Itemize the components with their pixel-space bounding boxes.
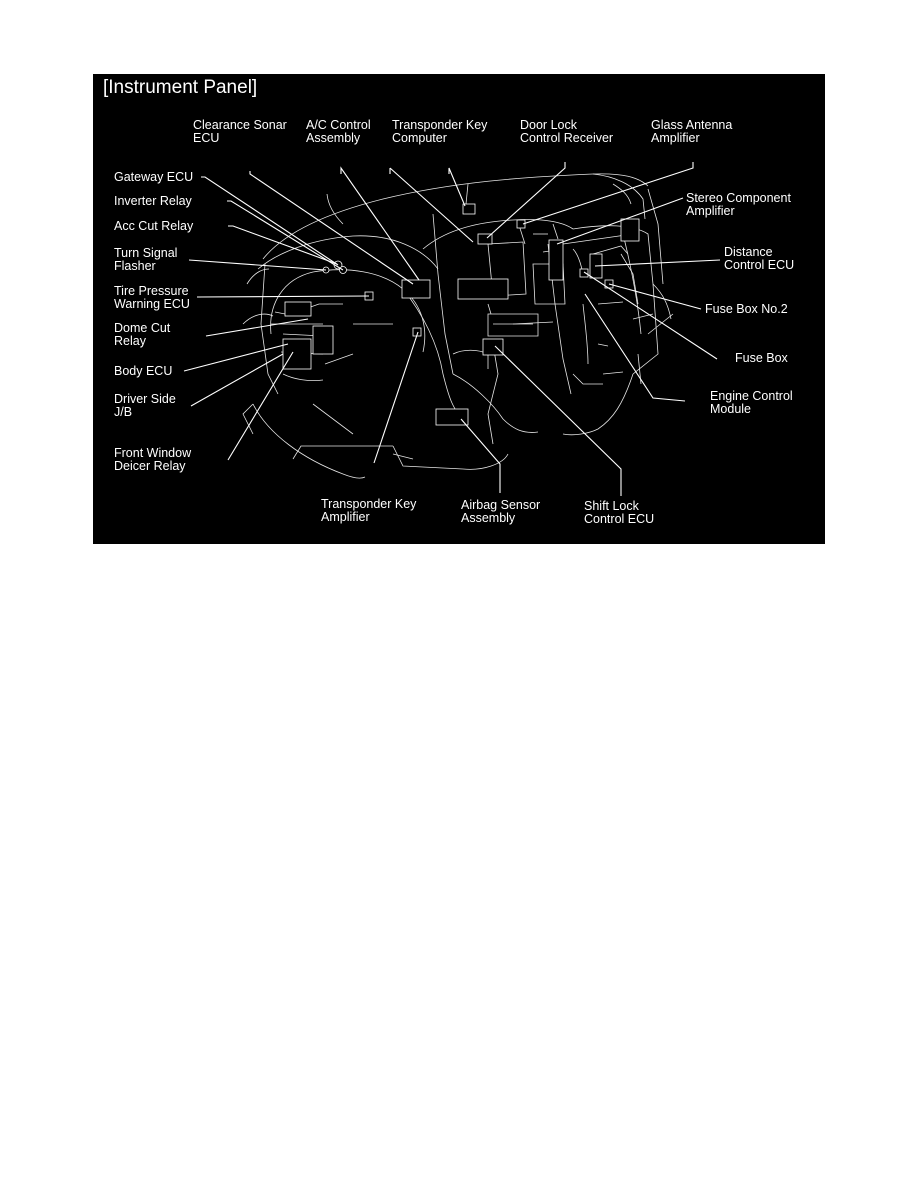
left-vent	[285, 302, 311, 316]
label-clearance-sonar-ecu: Clearance Sonar ECU	[193, 118, 287, 145]
label-tire-pressure-warning-ecu: Tire Pressure Warning ECU	[114, 284, 190, 311]
label-distance-control-ecu: Distance Control ECU	[724, 245, 795, 272]
label-ac-control-assembly: A/C Control Assembly	[306, 118, 371, 145]
instrument-panel-diagram	[93, 74, 825, 544]
shift-lock-unit	[483, 339, 503, 355]
leader-lines	[184, 162, 720, 496]
label-body-ecu: Body ECU	[114, 364, 173, 378]
center-display	[458, 279, 508, 299]
label-door-lock-control-receiver: Door Lock Control Receiver	[520, 118, 614, 145]
label-turn-signal-flasher: Turn Signal Flasher	[114, 246, 178, 273]
label-glass-antenna-amplifier: Glass Antenna Amplifier	[651, 118, 733, 145]
fuse-box-unit	[580, 269, 588, 277]
body-ecu-unit	[313, 326, 333, 354]
label-acc-cut-relay: Acc Cut Relay	[114, 219, 194, 233]
label-shift-lock-control-ecu: Shift Lock Control ECU	[584, 499, 655, 526]
label-fuse-box: Fuse Box	[735, 351, 788, 365]
label-driver-side-jb: Driver Side J/B	[114, 392, 176, 419]
label-fuse-box-no2: Fuse Box No.2	[705, 302, 788, 316]
label-transponder-key-computer: Transponder Key Computer	[392, 118, 488, 145]
right-vent	[621, 219, 639, 241]
label-airbag-sensor-assembly: Airbag Sensor Assembly	[461, 498, 541, 525]
label-engine-control-module: Engine Control Module	[710, 389, 793, 416]
label-dome-cut-relay: Dome Cut Relay	[114, 321, 171, 348]
diagram-title: [Instrument Panel]	[103, 77, 258, 98]
ac-control-unit	[402, 280, 430, 298]
airbag-unit	[436, 409, 468, 425]
label-gateway-ecu: Gateway ECU	[114, 170, 194, 184]
label-front-window-deicer-relay: Front Window Deicer Relay	[114, 446, 192, 473]
dashboard-sketch	[243, 174, 673, 478]
label-stereo-component-amplifier: Stereo Component Amplifier	[686, 191, 791, 218]
junction-block-unit	[283, 339, 311, 369]
stereo-amp-unit	[549, 240, 563, 280]
label-inverter-relay: Inverter Relay	[114, 194, 192, 208]
label-transponder-key-amplifier: Transponder Key Amplifier	[321, 497, 417, 524]
component-shapes	[283, 204, 639, 425]
